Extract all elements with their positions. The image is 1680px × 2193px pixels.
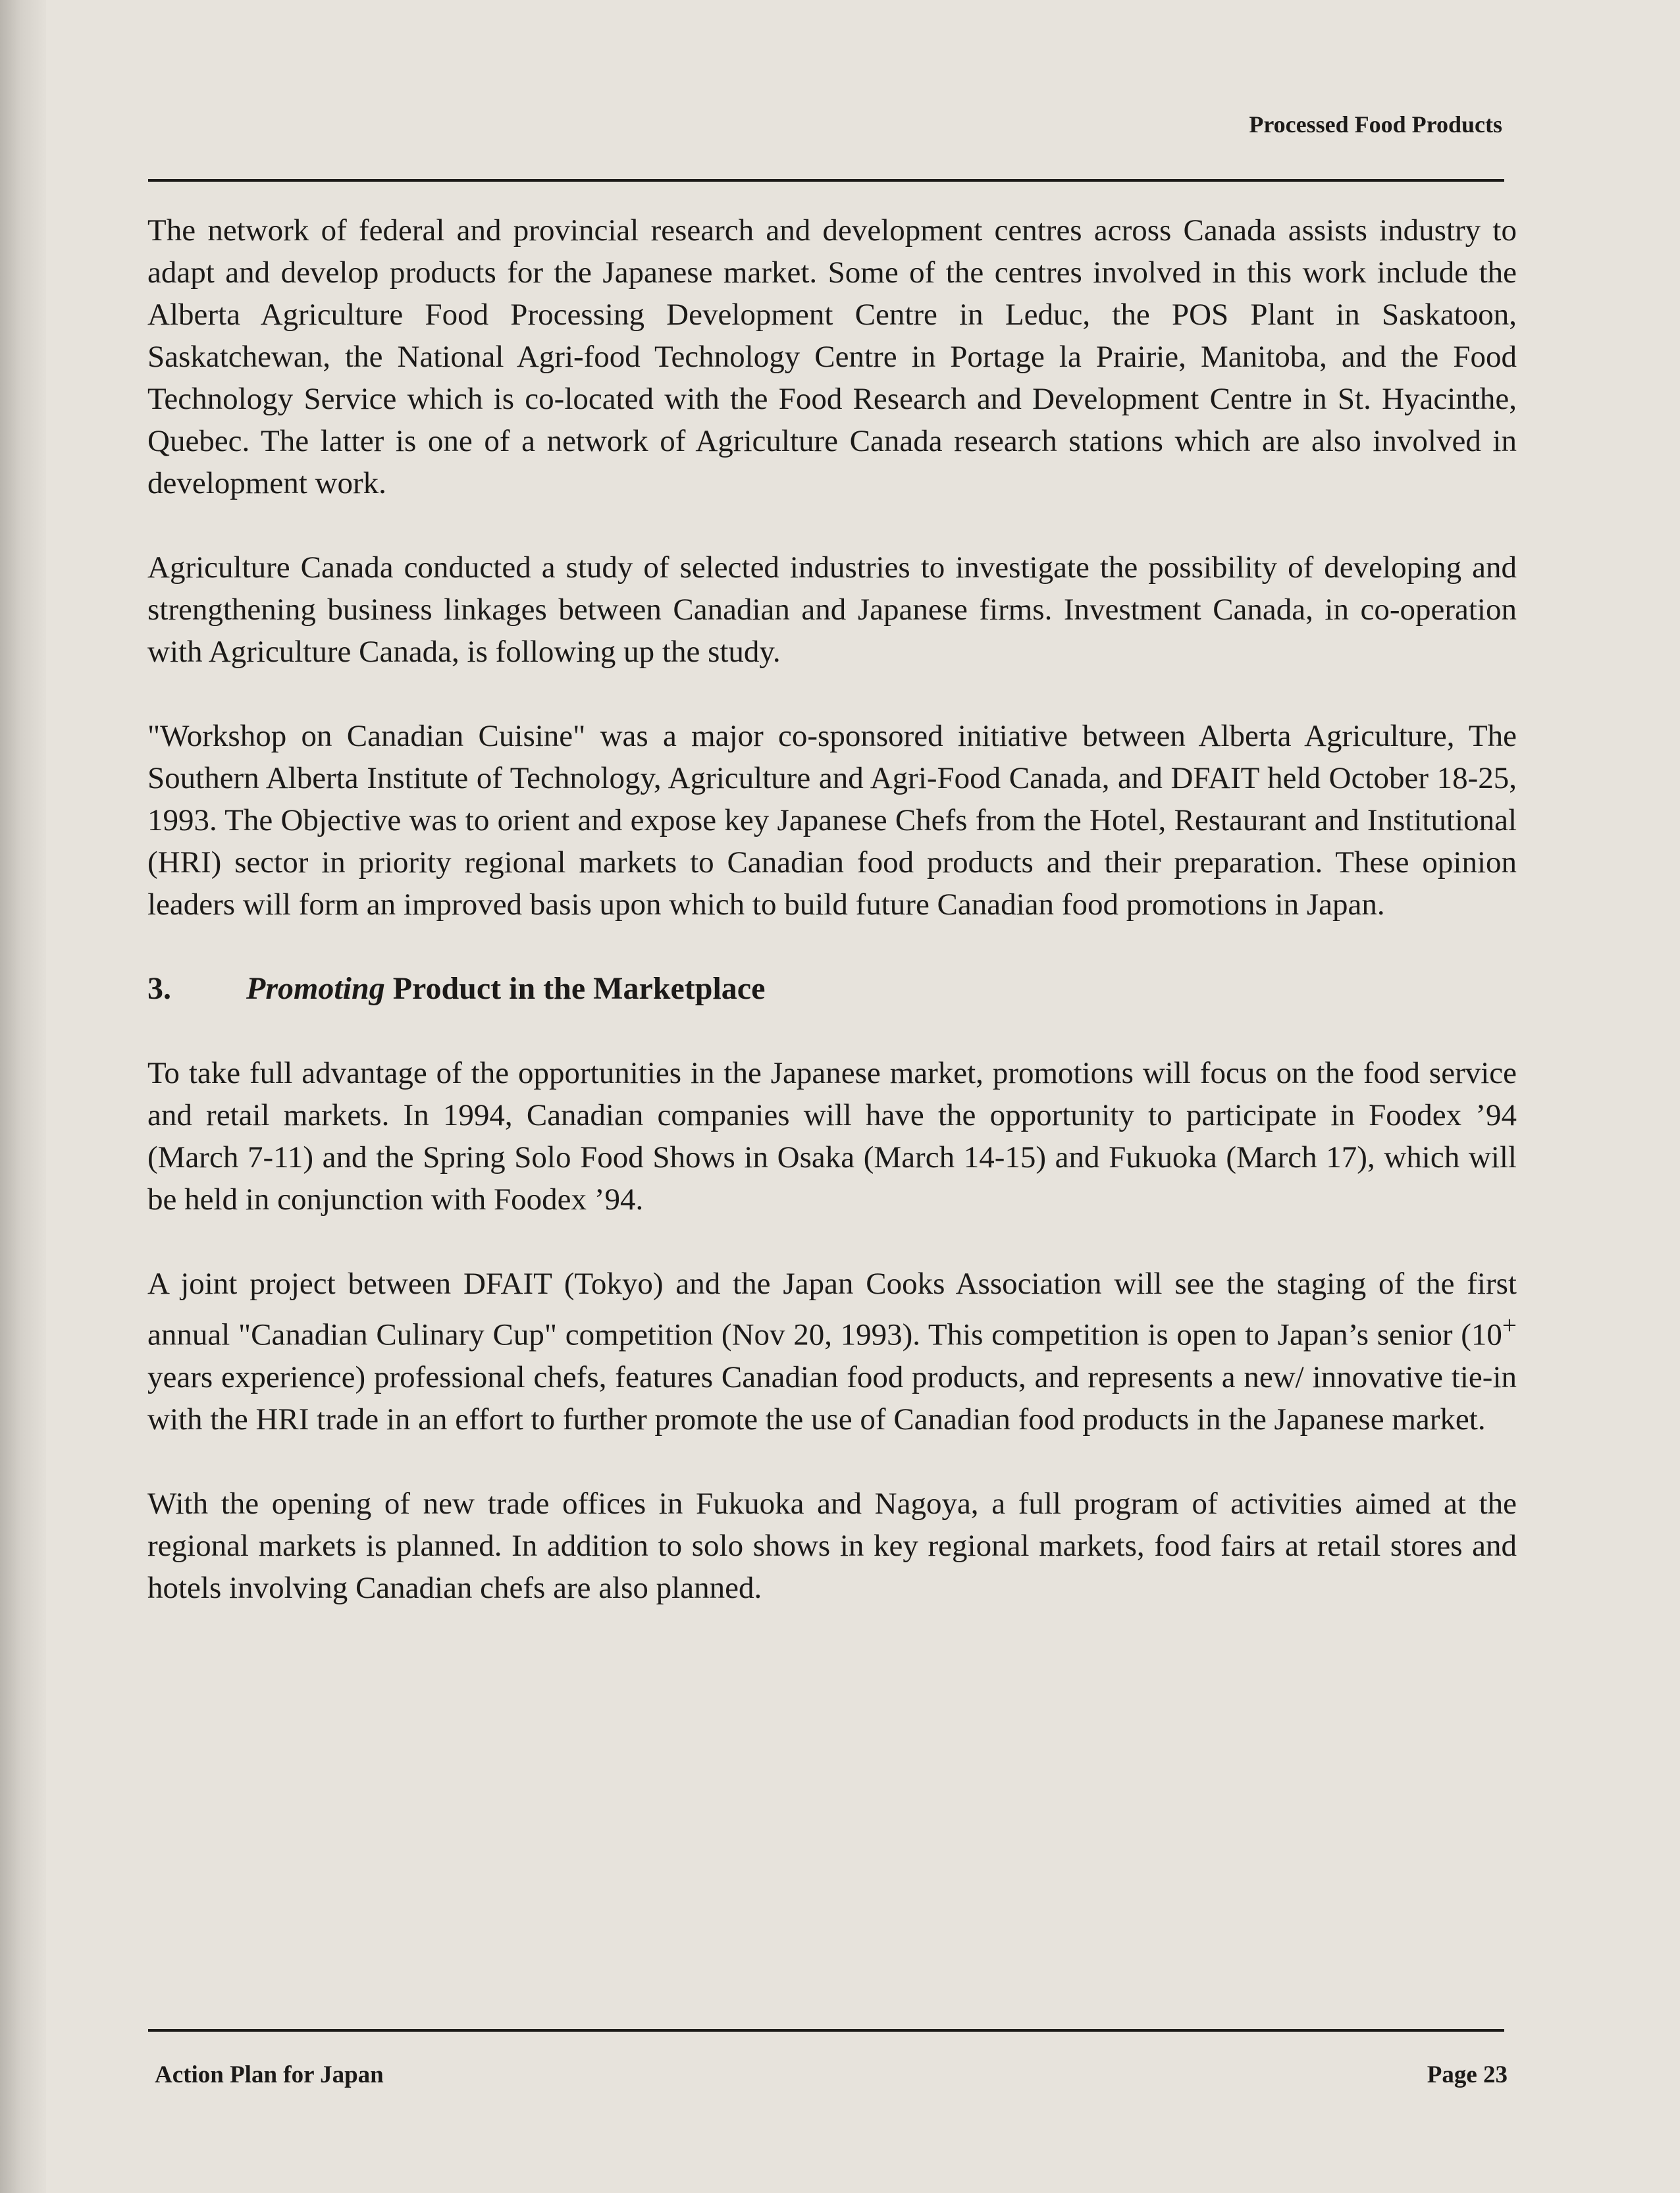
section-title-rest: Product in the Marketplace [384, 971, 766, 1006]
paragraph-trade-offices: With the opening of new trade offices in Fukuoka and Nagoya, a full program of activities aimed at the regional markets is planned. In addition to solo shows in key regional markets, food fairs at retail stores and hotels involving Canadian chefs are also planned. [147, 1486, 1517, 1605]
footer-rule [148, 2029, 1504, 2032]
running-header: Processed Food Products [1249, 111, 1502, 138]
culinary-cup-text-a: A joint project between DFAIT (Tokyo) and the Japan Cooks Association will see the staging of the first annual "Canadian Culinary Cup" competition (Nov 20, 1993). This competition is open to Japan’s senior (10 [147, 1267, 1517, 1352]
page-body [147, 209, 1517, 1651]
paragraph-research-centres: The network of federal and provincial research and development centres across Canada assists industry to adapt and develop products for the Japanese market. Some of the centres involved in this work include the Alberta Agriculture Food Processing Development Centre in Leduc, the POS Plant in Saskatoon, Saskatchewan, the National Agri-food Technology Centre in Portage la Prairie, Manitoba, and the Food Technology Service which is co-located with the Food Research and Development Centre in St. Hyacinthe, Quebec. The latter is one of a network of Agriculture Canada research stations which are also involved in development work. [147, 213, 1517, 500]
binding-shadow [0, 0, 46, 2193]
header-rule [148, 179, 1504, 182]
paragraph-promotions: To take full advantage of the opportunities in the Japanese market, promotions will focus on the food service and retail markets. In 1994, Canadian companies will have the opportunity to participate in Foodex ’94 (March 7-11) and the Spring Solo Food Shows in Osaka (March 14-15) and Fukuoka (March 17), which will be held in conjunction with Foodex ’94. [147, 1056, 1517, 1217]
superscript-plus: + [1502, 1311, 1517, 1340]
section-number: 3. [147, 971, 171, 1006]
paragraph-business-linkages: Agriculture Canada conducted a study of selected industries to investigate the possibility of developing and strengthening business linkages between Canadian and Japanese firms. Investment Canada, in co-operation with Agriculture Canada, is following up the study. [147, 550, 1517, 669]
section-title-italic: Promoting [246, 971, 385, 1006]
culinary-cup-text-b: years experience) professional chefs, features Canadian food products, and represents a new/ innovative tie-in with the HRI trade in an effort to further promote the use of Canadian food products in the Japanese market. [147, 1360, 1517, 1437]
footer-page-number: Page 23 [1427, 2061, 1508, 2088]
section-heading [147, 968, 1517, 1010]
footer-document-title: Action Plan for Japan [155, 2061, 384, 2088]
paragraph-workshop: "Workshop on Canadian Cuisine" was a major co-sponsored initiative between Alberta Agriculture, The Southern Alberta Institute of Technology, Agriculture and Agri-Food Canada, and DFAIT held October 18-25, 1993. The Objective was to orient and expose key Japanese Chefs from the Hotel, Restaurant and Institutional (HRI) sector in priority regional markets to Canadian food products and their preparation. These opinion leaders will form an improved basis upon which to build future Canadian food promotions in Japan. [147, 719, 1517, 922]
paragraph-culinary-cup [147, 1263, 1517, 1440]
